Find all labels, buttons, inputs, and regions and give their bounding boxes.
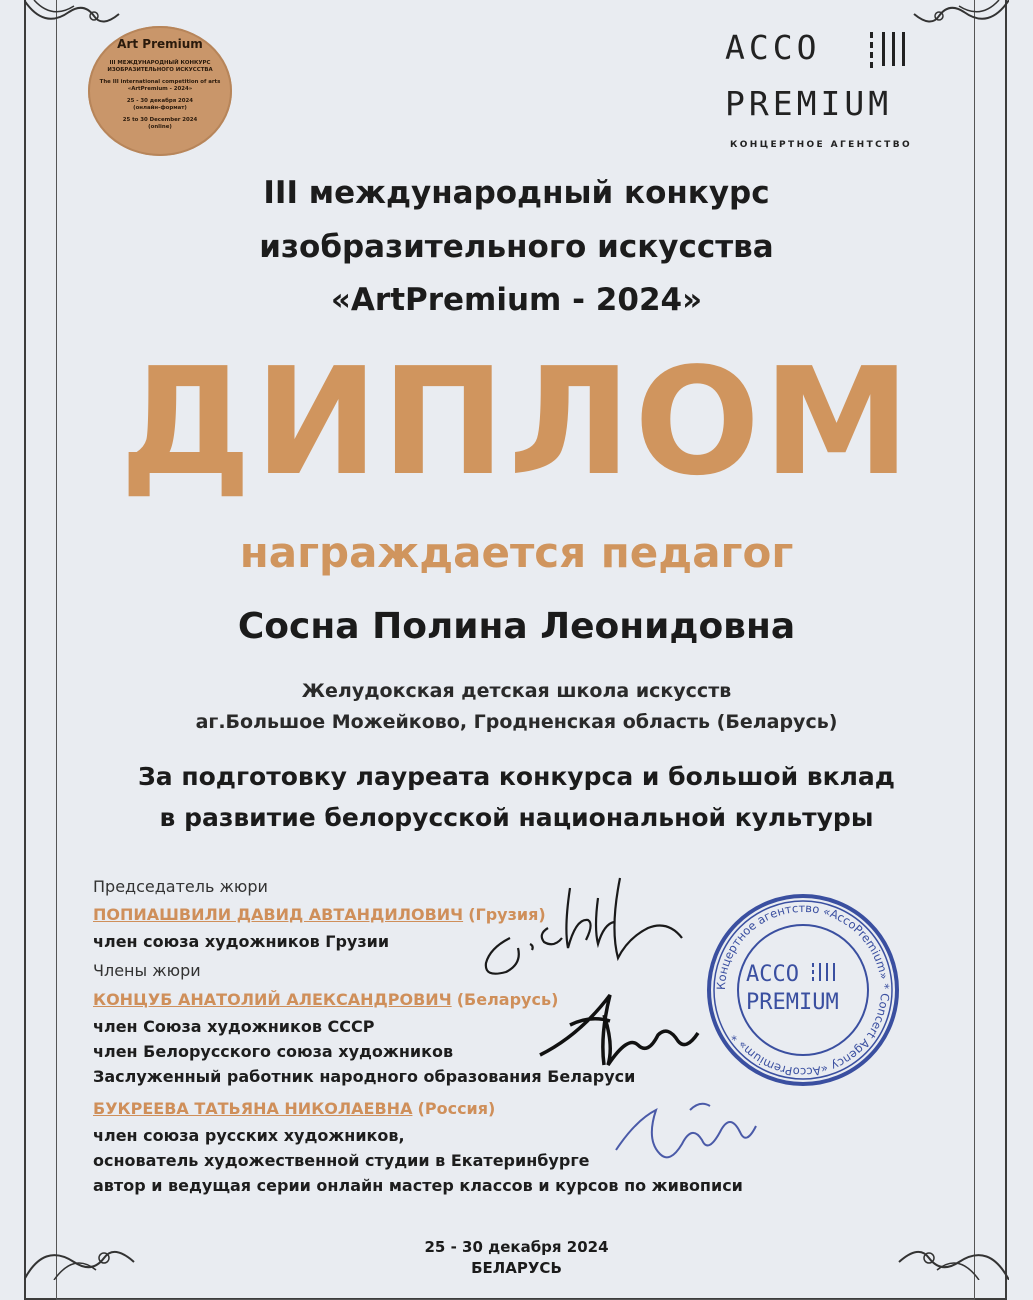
competition-title-line1: III международный конкурс xyxy=(263,175,770,211)
competition-title-line2: изобразительного искусства xyxy=(259,229,774,265)
jury-chair-label: Председатель жюри xyxy=(93,877,268,896)
jury-member2-row xyxy=(93,1099,495,1118)
corner-ornament-top-left xyxy=(24,0,134,40)
chair-signature xyxy=(470,868,720,988)
recipient-name: Сосна Полина Леонидовна xyxy=(237,606,796,647)
jury-member1-title: член Союза художников СССР xyxy=(93,1017,375,1036)
school-line2: аг.Большое Можейково, Гродненская область (Беларусь) xyxy=(195,711,838,733)
corner-ornament-top-right xyxy=(899,0,1009,40)
jury-member1-title: Заслуженный работник народного образования Беларуси xyxy=(93,1067,636,1086)
member2-signature xyxy=(600,1090,800,1190)
agency-stamp xyxy=(706,893,900,1087)
member1-signature xyxy=(520,985,720,1085)
jury-member1-title: член Белорусского союза художников xyxy=(93,1042,454,1061)
jury-chair-name: ПОПИАШВИЛИ ДАВИД АВТАНДИЛОВИЧ xyxy=(93,905,464,924)
awarded-text: награждается педагог xyxy=(239,528,794,577)
badge-line: (онлайн-формат) xyxy=(133,105,187,111)
stamp-ring-text: Концертное агентство «AccoPremium» * Concert Agency «AccoPremium» * xyxy=(713,900,893,1080)
badge-line: «ArtPremium - 2024» xyxy=(127,86,193,92)
badge-line: The III international competition of arts xyxy=(99,79,221,85)
jury-member2-name: БУКРЕЕВА ТАТЬЯНА НИКОЛАЕВНА xyxy=(93,1099,413,1118)
jury-member1-row xyxy=(93,990,558,1009)
jury-members-label: Члены жюри xyxy=(93,961,201,980)
badge-line: 25 to 30 December 2024 xyxy=(122,117,198,123)
badge-line: 25 - 30 декабря 2024 xyxy=(126,98,194,104)
jury-member2-title: автор и ведущая серии онлайн мастер классов и курсов по живописи xyxy=(93,1176,743,1195)
diploma-heading: ДИПЛОМ xyxy=(119,336,914,508)
jury-member2-title: основатель художественной студии в Екатеринбурге xyxy=(93,1151,590,1170)
badge-line: ИЗОБРАЗИТЕЛЬНОГО ИСКУССТВА xyxy=(107,67,213,73)
stamp-center-line2: PREMIUM xyxy=(746,990,839,1015)
badge-line: III МЕЖДУНАРОДНЫЙ КОНКУРС xyxy=(109,60,211,66)
badge-title: Art Premium xyxy=(117,37,203,51)
agency-logo-line2: PREMIUM xyxy=(725,84,893,123)
jury-chair-country: (Грузия) xyxy=(468,905,546,924)
agency-logo-subtitle: КОНЦЕРТНОЕ АГЕНТСТВО xyxy=(730,140,913,150)
jury-member1-country: (Беларусь) xyxy=(456,990,559,1009)
badge-line: (online) xyxy=(148,124,172,130)
jury-chair-title: член союза художников Грузии xyxy=(93,932,390,951)
reason-line1: За подготовку лауреата конкурса и большой вклад xyxy=(138,762,895,791)
jury-member2-title: член союза русских художников, xyxy=(93,1126,405,1145)
jury-member1-name: КОНЦУБ АНАТОЛИЙ АЛЕКСАНДРОВИЧ xyxy=(93,990,452,1009)
competition-title-line3: «ArtPremium - 2024» xyxy=(330,282,703,318)
reason-line2: в развитие белорусской национальной культуры xyxy=(159,803,874,832)
competition-badge-logo xyxy=(88,26,232,156)
stamp-center-line1: ACCO xyxy=(746,962,799,987)
school-line1: Желудокская детская школа искусств xyxy=(301,680,732,702)
jury-member2-country: (Россия) xyxy=(417,1099,496,1118)
event-country: БЕЛАРУСЬ xyxy=(471,1259,562,1277)
event-dates: 25 - 30 декабря 2024 xyxy=(424,1238,609,1256)
agency-logo-line1: ACCO xyxy=(725,28,821,67)
